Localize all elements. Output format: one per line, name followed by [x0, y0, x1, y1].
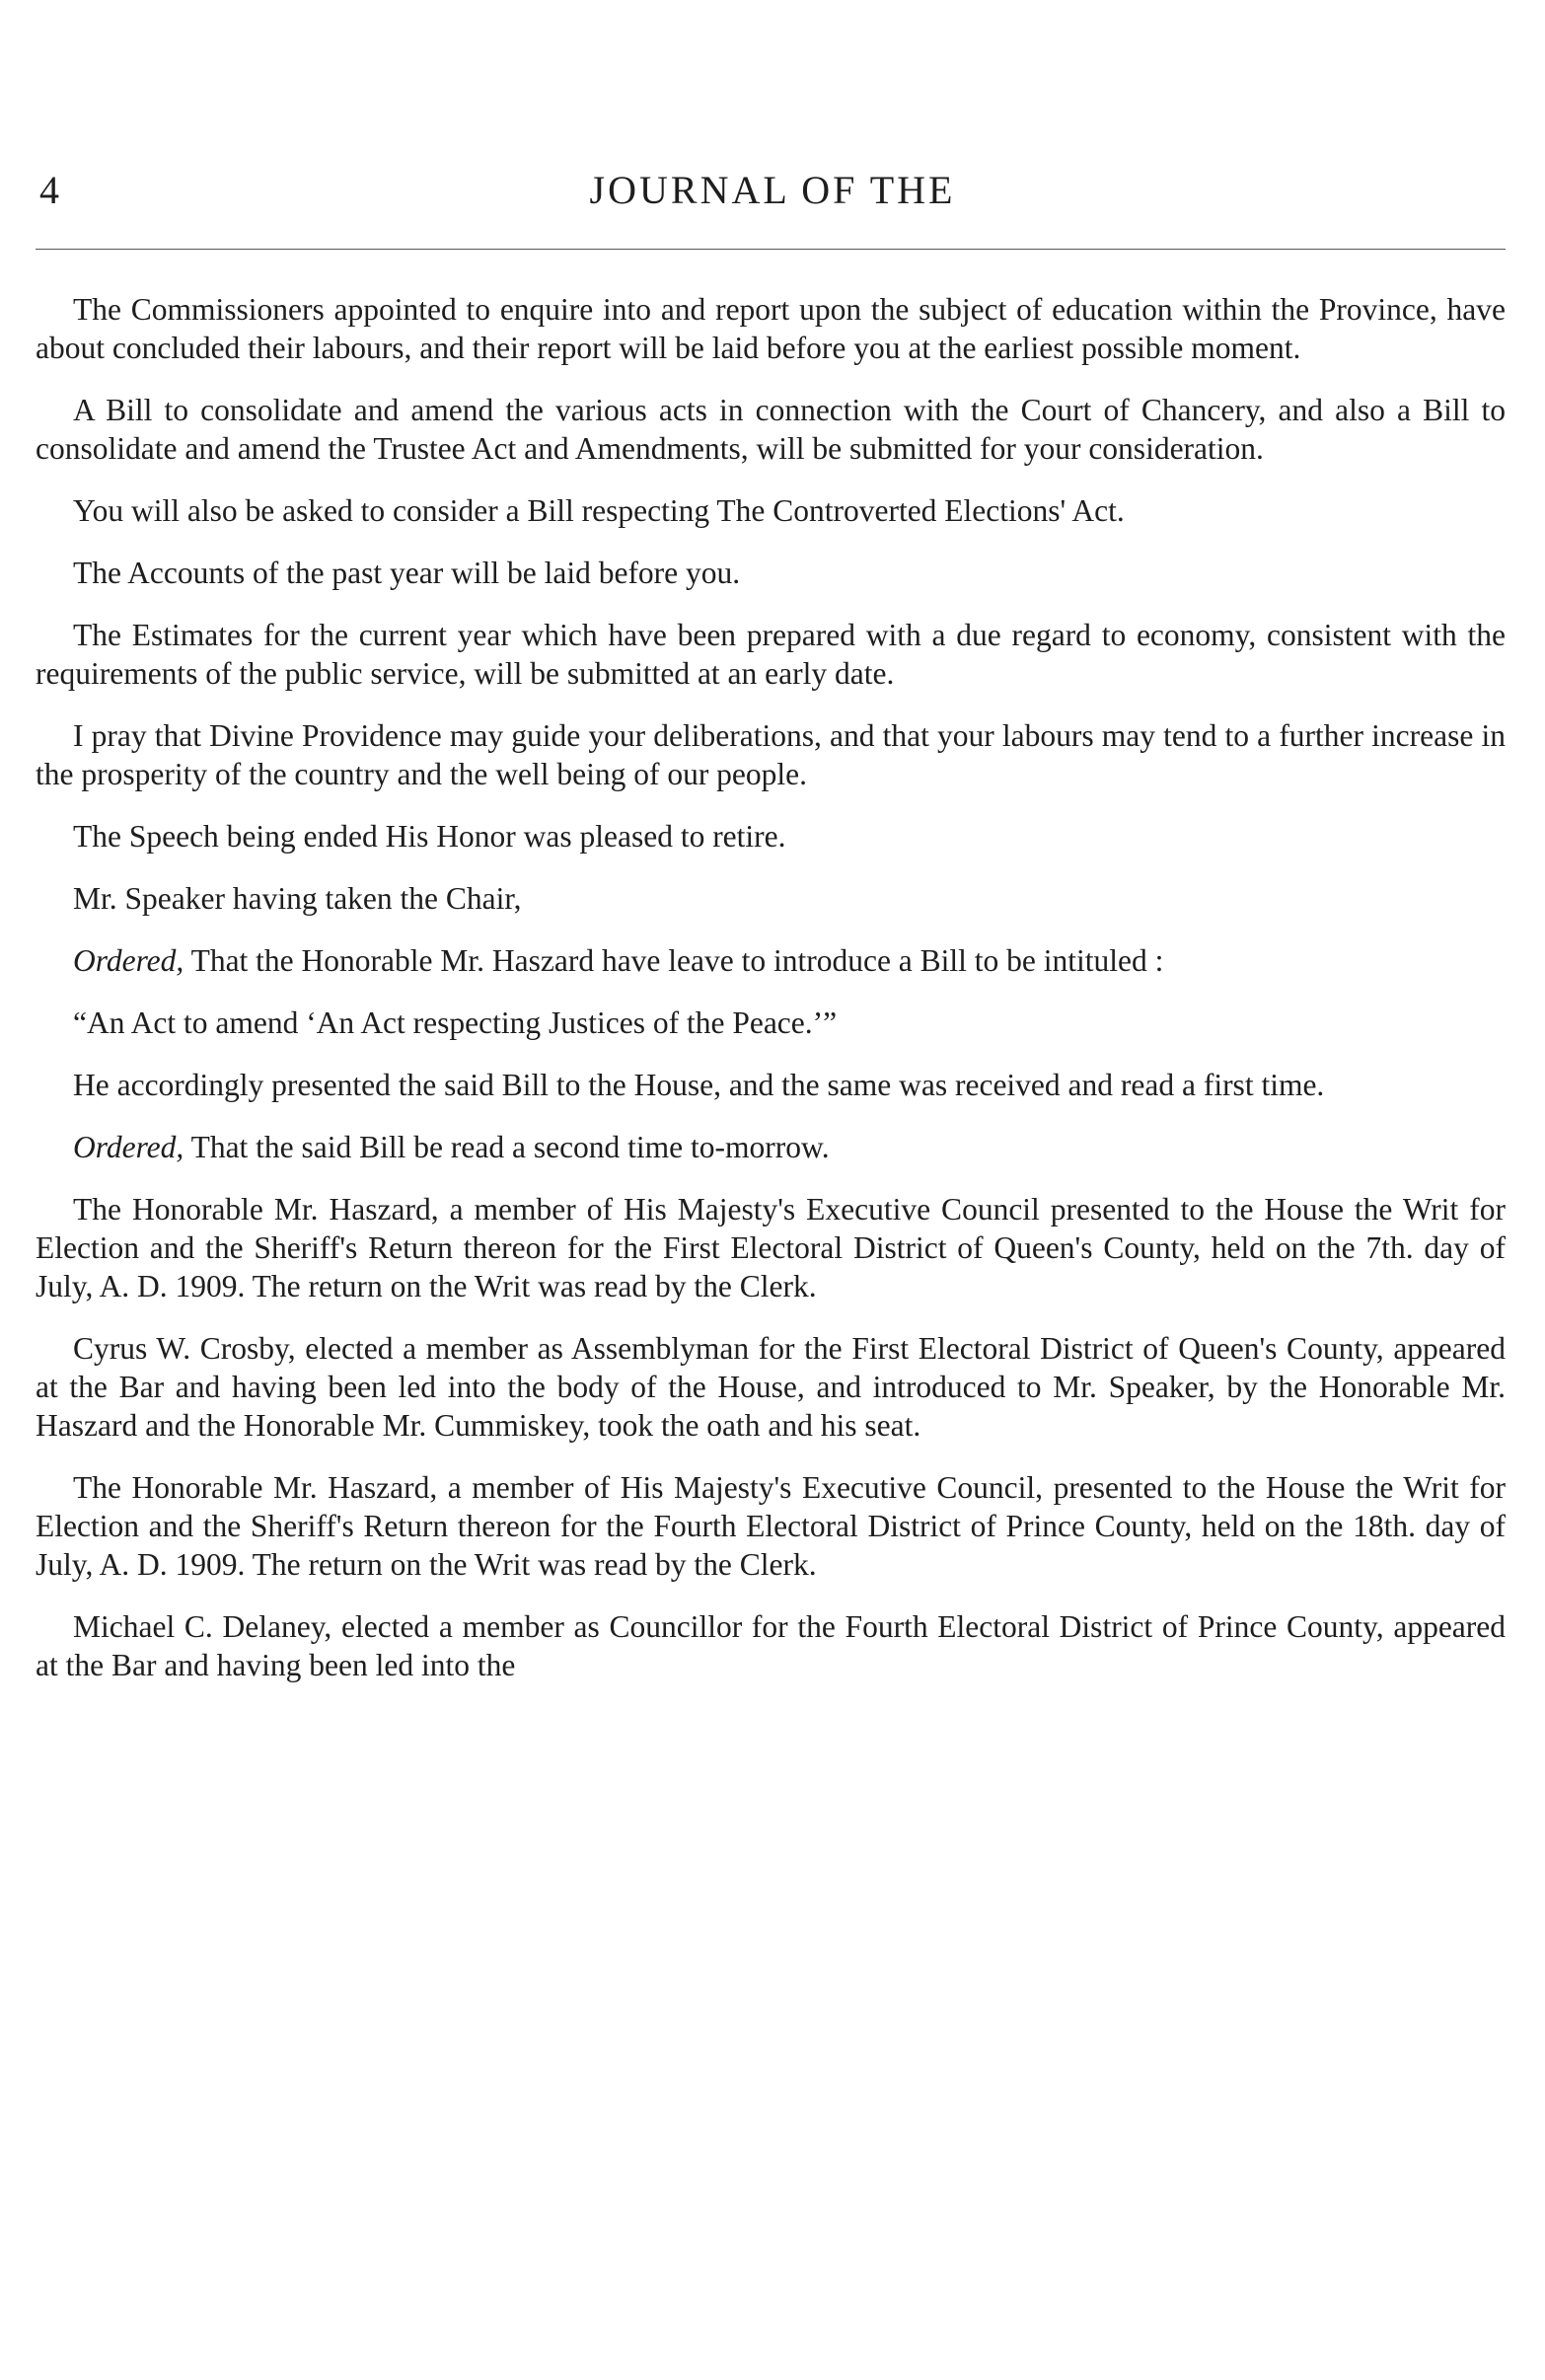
paragraph-estimates: The Estimates for the current year which have been prepared with a due regard to economy, consistent with the requirements of the public service, will be submitted at an early date.: [36, 618, 1506, 691]
paragraph-ordered-second-reading: Ordered, That the said Bill be read a second time to-morrow.: [73, 1130, 830, 1164]
header-rule: [36, 249, 1506, 250]
paragraph-first-reading: He accordingly presented the said Bill to the House, and the same was received and read a first time.: [73, 1068, 1325, 1102]
paragraph-bill-title: “An Act to amend ‘An Act respecting Justices of the Peace.’”: [73, 1005, 838, 1040]
journal-body: [36, 290, 1506, 1708]
paragraph-divine-providence: I pray that Divine Providence may guide your deliberations, and that your labours may tend to a further increase in the prosperity of the country and the well being of our people.: [36, 718, 1506, 791]
paragraph-chancery-bill: A Bill to consolidate and amend the various acts in connection with the Court of Chancery, and also a Bill to consolidate and amend the Trustee Act and Amendments, will be submitted for your consideration.: [36, 393, 1506, 466]
page-header: [39, 166, 1506, 235]
paragraph-speech-ended: The Speech being ended His Honor was pleased to retire.: [73, 819, 786, 854]
paragraph-writ-queens-county: The Honorable Mr. Haszard, a member of His Majesty's Executive Council presented to the House the Writ for Election and the Sheriff's Return thereon for the First Electoral District of Queen's County, held on the 7th. day of July, A. D. 1909. The return on the Writ was read by the Clerk.: [36, 1192, 1506, 1303]
ordered-label: Ordered,: [73, 943, 184, 978]
paragraph-education-commission: The Commissioners appointed to enquire into and report upon the subject of education within the Province, have about concluded their labours, and their report will be laid before you at the earliest possible moment.: [36, 292, 1506, 365]
paragraph-delaney-elected: Michael C. Delaney, elected a member as Councillor for the Fourth Electoral District of Prince County, appeared at the Bar and having been led into the: [36, 1609, 1506, 1682]
paragraph-crosby-oath: Cyrus W. Crosby, elected a member as Assemblyman for the First Electoral District of Queen's County, appeared at the Bar and having been led into the body of the House, and introduced to Mr. Speaker, by the Honorable Mr. Haszard and the Honorable Mr. Cummiskey, took the oath and his seat.: [36, 1331, 1506, 1443]
paragraph-speaker-chair: Mr. Speaker having taken the Chair,: [73, 881, 522, 916]
ordered-label: Ordered,: [73, 1130, 184, 1164]
running-title: JOURNAL OF THE: [589, 168, 956, 212]
paragraph-accounts: The Accounts of the past year will be laid before you.: [73, 556, 741, 590]
paragraph-controverted-elections: You will also be asked to consider a Bill respecting The Controverted Elections' Act.: [73, 493, 1125, 528]
paragraph-writ-prince-county: The Honorable Mr. Haszard, a member of His Majesty's Executive Council, presented to the House the Writ for Election and the Sheriff's Return thereon for the Fourth Electoral District of Prince County, held on the 18th. day of July, A. D. 1909. The return on the Writ was read by the Clerk.: [36, 1470, 1506, 1582]
paragraph-ordered-introduce-bill: Ordered, That the Honorable Mr. Haszard have leave to introduce a Bill to be intituled :: [73, 943, 1164, 978]
page-number: 4: [39, 168, 60, 212]
